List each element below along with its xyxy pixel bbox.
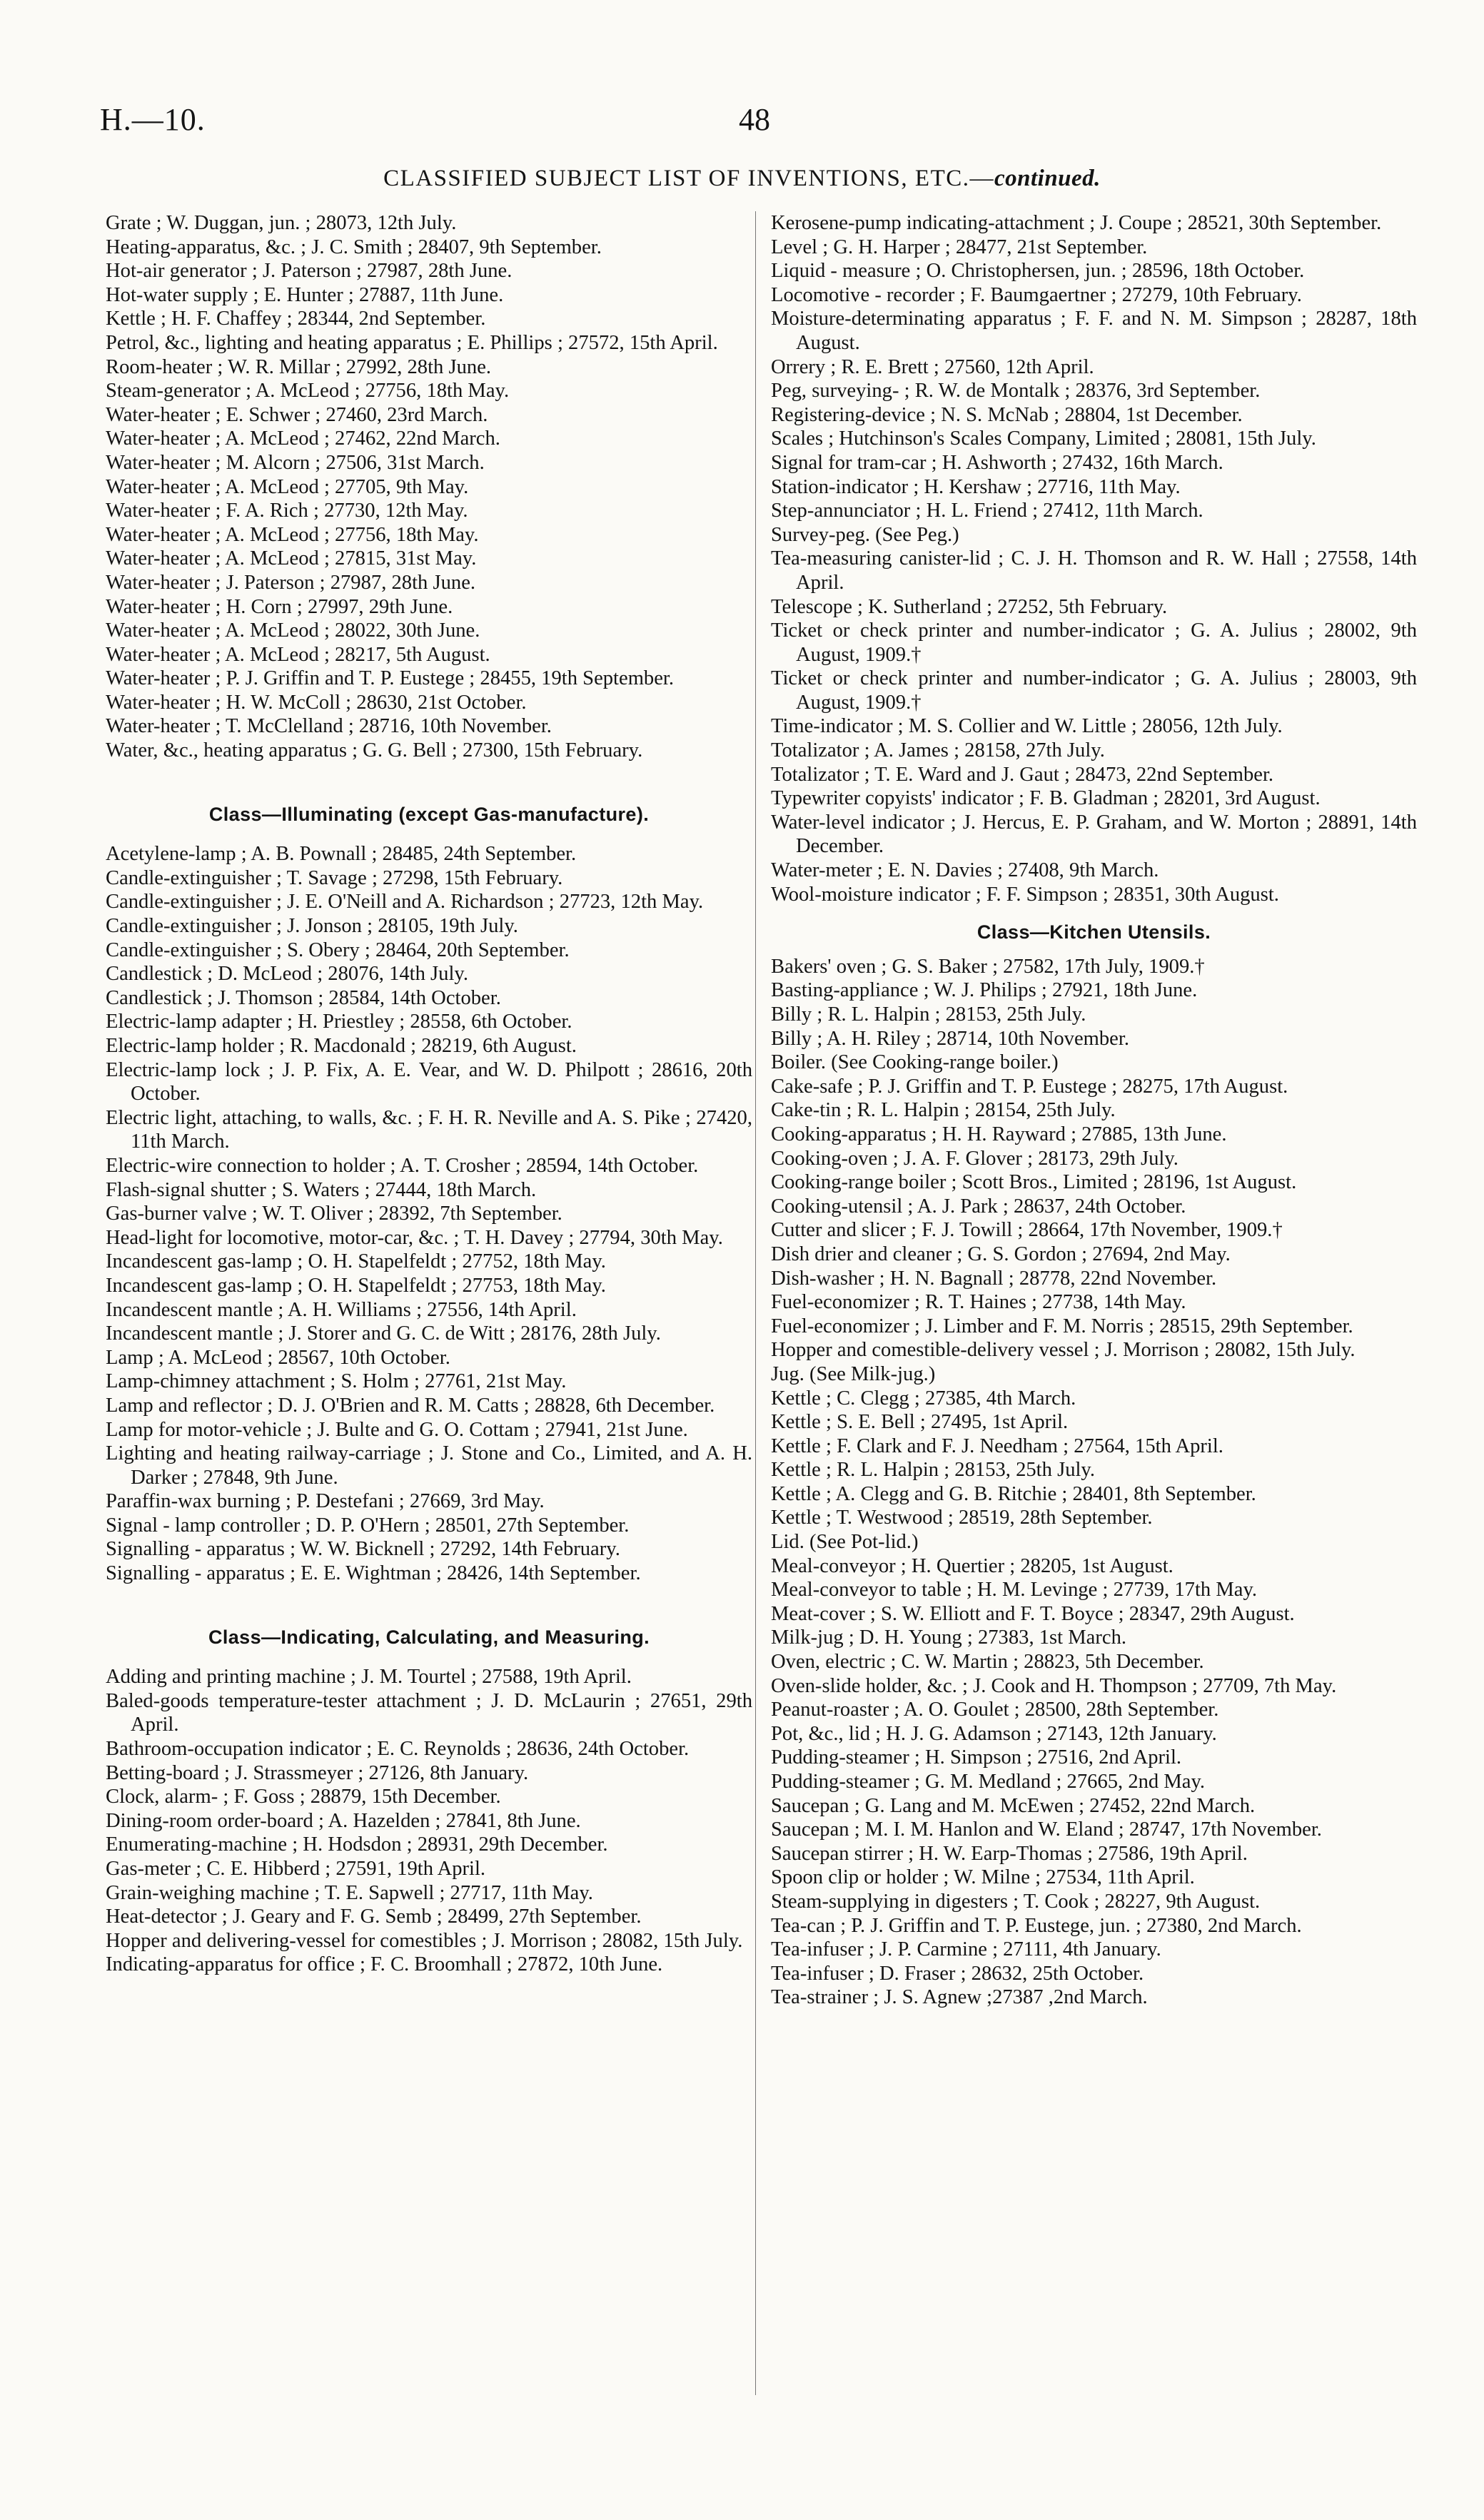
- title-main: CLASSIFIED SUBJECT LIST OF INVENTIONS, ETC.—: [383, 166, 994, 191]
- invention-entry: Tea-infuser ; J. P. Carmine ; 27111, 4th January.: [771, 1938, 1161, 1961]
- title-continued: continued.: [994, 166, 1101, 191]
- invention-entry: Level ; G. H. Harper ; 28477, 21st September.: [771, 236, 1148, 258]
- invention-entry: Hot-air generator ; J. Paterson ; 27987, 28th June.: [106, 260, 513, 283]
- invention-entry: Hopper and delivering-vessel for comestibles ; J. Morrison ; 28082, 15th July.: [106, 1929, 743, 1952]
- invention-entry: Water-heater ; A. McLeod ; 28022, 30th June.: [106, 619, 480, 642]
- invention-entry: Water-heater ; A. McLeod ; 28217, 5th August.: [106, 643, 490, 666]
- invention-entry: Hot-water supply ; E. Hunter ; 27887, 11th June.: [106, 283, 504, 306]
- invention-entry: Cooking-utensil ; A. J. Park ; 28637, 24th October.: [771, 1195, 1186, 1218]
- invention-entry: Steam-generator ; A. McLeod ; 27756, 18th May.: [106, 380, 510, 403]
- invention-entry: Survey-peg. (See Peg.): [771, 523, 959, 546]
- invention-entry: Tea-can ; P. J. Griffin and T. P. Eustege, jun. ; 27380, 2nd March.: [771, 1914, 1302, 1937]
- invention-entry: Signal - lamp controller ; D. P. O'Hern ; 28501, 27th September.: [106, 1514, 630, 1537]
- invention-entry: Electric-lamp holder ; R. Macdonald ; 28219, 6th August.: [106, 1035, 577, 1057]
- invention-entry: Cutter and slicer ; F. J. Towill ; 28664, 17th November, 1909.†: [771, 1219, 1283, 1242]
- class-heading: Class—Illuminating (except Gas-manufacture).: [208, 803, 650, 825]
- invention-entry: Liquid - measure ; O. Christophersen, jun. ; 28596, 18th October.: [771, 260, 1305, 283]
- invention-entry: Pudding-steamer ; G. M. Medland ; 27665, 2nd May.: [771, 1771, 1206, 1793]
- invention-entry: Ticket or check printer and number-indicator ; G. A. Julius ; 28002, 9th August, 1909.†: [771, 619, 1417, 666]
- invention-entry: Kettle ; H. F. Chaffey ; 28344, 2nd September.: [106, 308, 486, 330]
- invention-entry: Signalling - apparatus ; W. W. Bicknell ; 27292, 14th February.: [106, 1538, 620, 1561]
- invention-entry: Room-heater ; W. R. Millar ; 27992, 28th June.: [106, 355, 492, 378]
- invention-entry: Heat-detector ; J. Geary and F. G. Semb ; 28499, 27th September.: [106, 1906, 642, 1928]
- invention-entry: Baled-goods temperature-tester attachment ; J. D. McLaurin ; 27651, 29th April.: [106, 1689, 752, 1736]
- invention-entry: Lamp-chimney attachment ; S. Holm ; 27761, 21st May.: [106, 1370, 567, 1393]
- invention-entry: Cooking-range boiler ; Scott Bros., Limited ; 28196, 1st August.: [771, 1171, 1297, 1194]
- invention-entry: Cooking-oven ; J. A. F. Glover ; 28173, 29th July.: [771, 1147, 1178, 1170]
- invention-entry: Water-heater ; M. Alcorn ; 27506, 31st March.: [106, 451, 485, 474]
- invention-entry: Kerosene-pump indicating-attachment ; J. Coupe ; 28521, 30th September.: [771, 212, 1382, 234]
- invention-entry: Kettle ; R. L. Halpin ; 28153, 25th July.: [771, 1459, 1096, 1482]
- invention-entry: Bakers' oven ; G. S. Baker ; 27582, 17th July, 1909.†: [771, 955, 1205, 978]
- invention-entry: Ticket or check printer and number-indicator ; G. A. Julius ; 28003, 9th August, 1909.†: [771, 667, 1417, 714]
- invention-entry: Clock, alarm- ; F. Goss ; 28879, 15th December.: [106, 1786, 501, 1808]
- invention-entry: Electric-wire connection to holder ; A. T. Crosher ; 28594, 14th October.: [106, 1154, 699, 1177]
- invention-entry: Gas-burner valve ; W. T. Oliver ; 28392, 7th September.: [106, 1203, 562, 1225]
- invention-entry: Boiler. (See Cooking-range boiler.): [771, 1051, 1059, 1074]
- invention-entry: Signal for tram-car ; H. Ashworth ; 27432, 16th March.: [771, 451, 1223, 474]
- invention-entry: Scales ; Hutchinson's Scales Company, Limited ; 28081, 15th July.: [771, 427, 1316, 450]
- invention-entry: Water-heater ; J. Paterson ; 27987, 28th June.: [106, 571, 476, 594]
- invention-entry: Grain-weighing machine ; T. E. Sapwell ; 27717, 11th May.: [106, 1881, 593, 1904]
- invention-entry: Lamp for motor-vehicle ; J. Bulte and G. O. Cottam ; 27941, 21st June.: [106, 1418, 688, 1441]
- invention-entry: Candle-extinguisher ; J. E. O'Neill and A. Richardson ; 27723, 12th May.: [106, 891, 704, 914]
- invention-entry: Pot, &c., lid ; H. J. G. Adamson ; 27143, 12th January.: [771, 1722, 1217, 1745]
- class-heading: Class—Kitchen Utensils.: [976, 921, 1211, 943]
- class-heading: Class—Indicating, Calculating, and Measuring.: [208, 1626, 650, 1648]
- invention-entry: Lid. (See Pot-lid.): [771, 1531, 919, 1554]
- invention-entry: Indicating-apparatus for office ; F. C. Broomhall ; 27872, 10th June.: [106, 1953, 663, 1976]
- invention-entry: Tea-infuser ; D. Fraser ; 28632, 25th October.: [771, 1962, 1144, 1985]
- invention-entry: Kettle ; C. Clegg ; 27385, 4th March.: [771, 1387, 1076, 1410]
- invention-entry: Incandescent gas-lamp ; O. H. Stapelfeldt ; 27753, 18th May.: [106, 1274, 606, 1297]
- invention-entry: Billy ; A. H. Riley ; 28714, 10th November.: [771, 1027, 1129, 1050]
- invention-entry: Candle-extinguisher ; S. Obery ; 28464, 20th September.: [106, 938, 570, 961]
- invention-entry: Telescope ; K. Sutherland ; 27252, 5th February.: [771, 595, 1168, 618]
- invention-entry: Head-light for locomotive, motor-car, &c. ; T. H. Davey ; 27794, 30th May.: [106, 1226, 723, 1249]
- invention-entry: Water-heater ; A. McLeod ; 27756, 18th May.: [106, 523, 479, 546]
- invention-entry: Heating-apparatus, &c. ; J. C. Smith ; 28407, 9th September.: [106, 236, 602, 258]
- invention-entry: Billy ; R. L. Halpin ; 28153, 25th July.: [771, 1003, 1086, 1026]
- invention-entry: Signalling - apparatus ; E. E. Wightman ; 28426, 14th September.: [106, 1562, 641, 1585]
- invention-entry: Water-meter ; E. N. Davies ; 27408, 9th March.: [771, 859, 1159, 882]
- invention-entry: Tea-strainer ; J. S. Agnew ;27387 ,2nd March.: [771, 1986, 1148, 2009]
- page-number: 48: [739, 102, 770, 137]
- invention-entry: Electric-lamp lock ; J. P. Fix, A. E. Vear, and W. D. Philpott ; 28616, 20th October.: [106, 1058, 752, 1105]
- invention-entry: Kettle ; A. Clegg and G. B. Ritchie ; 28401, 8th September.: [771, 1482, 1256, 1505]
- invention-entry: Kettle ; T. Westwood ; 28519, 28th September.: [771, 1507, 1153, 1529]
- invention-entry: Typewriter copyists' indicator ; F. B. Gladman ; 28201, 3rd August.: [771, 787, 1321, 810]
- invention-entry: Water-heater ; E. Schwer ; 27460, 23rd March.: [106, 403, 488, 426]
- invention-entry: Incandescent mantle ; A. H. Williams ; 27556, 14th April.: [106, 1298, 577, 1321]
- invention-entry: Adding and printing machine ; J. M. Tourtel ; 27588, 19th April.: [106, 1666, 632, 1689]
- invention-entry: Lamp ; A. McLeod ; 28567, 10th October.: [106, 1346, 450, 1369]
- invention-entry: Saucepan stirrer ; H. W. Earp-Thomas ; 27586, 19th April.: [771, 1842, 1248, 1865]
- invention-entry: Lamp and reflector ; D. J. O'Brien and R. M. Catts ; 28828, 6th December.: [106, 1394, 715, 1417]
- invention-entry: Kettle ; S. E. Bell ; 27495, 1st April.: [771, 1411, 1069, 1434]
- invention-entry: Kettle ; F. Clark and F. J. Needham ; 27564, 15th April.: [771, 1434, 1223, 1457]
- invention-entry: Jug. (See Milk-jug.): [771, 1362, 936, 1385]
- invention-entry: Orrery ; R. E. Brett ; 27560, 12th April.: [771, 355, 1094, 378]
- invention-entry: Basting-appliance ; W. J. Philips ; 27921, 18th June.: [771, 979, 1198, 1002]
- invention-entry: Petrol, &c., lighting and heating apparatus ; E. Phillips ; 27572, 15th April.: [106, 331, 718, 354]
- invention-entry: Peanut-roaster ; A. O. Goulet ; 28500, 28th September.: [771, 1699, 1219, 1721]
- invention-entry: Oven-slide holder, &c. ; J. Cook and H. Thompson ; 27709, 7th May.: [771, 1674, 1337, 1697]
- invention-entry: Water-heater ; A. McLeod ; 27705, 9th May.: [106, 475, 469, 498]
- invention-entry: Electric light, attaching, to walls, &c. ; F. H. R. Neville and A. S. Pike ; 27420, 11th March.: [106, 1106, 752, 1153]
- invention-entry: Candle-extinguisher ; T. Savage ; 27298, 15th February.: [106, 866, 563, 889]
- right-column: [771, 211, 1417, 2010]
- invention-entry: Water-heater ; T. McClelland ; 28716, 10th November.: [106, 715, 552, 738]
- invention-entry: Spoon clip or holder ; W. Milne ; 27534, 11th April.: [771, 1866, 1195, 1889]
- invention-entry: Water-heater ; F. A. Rich ; 27730, 12th May.: [106, 500, 468, 522]
- invention-entry: Bathroom-occupation indicator ; E. C. Reynolds ; 28636, 24th October.: [106, 1738, 690, 1761]
- invention-entry: Enumerating-machine ; H. Hodsdon ; 28931, 29th December.: [106, 1833, 608, 1856]
- invention-entry: Water-heater ; P. J. Griffin and T. P. Eustege ; 28455, 19th September.: [106, 667, 675, 690]
- invention-entry: Acetylene-lamp ; A. B. Pownall ; 28485, 24th September.: [106, 843, 577, 866]
- invention-entry: Water-heater ; H. Corn ; 27997, 29th June.: [106, 595, 453, 618]
- invention-entry: Steam-supplying in digesters ; T. Cook ; 28227, 9th August.: [771, 1890, 1261, 1913]
- page-title: [0, 166, 1484, 192]
- invention-entry: Cooking-apparatus ; H. H. Rayward ; 27885, 13th June.: [771, 1123, 1227, 1145]
- invention-entry: Tea-measuring canister-lid ; C. J. H. Thomson and R. W. Hall ; 27558, 14th April.: [771, 547, 1417, 594]
- invention-entry: Moisture-determinating apparatus ; F. F. and N. M. Simpson ; 28287, 18th August.: [771, 308, 1417, 354]
- invention-entry: Water-level indicator ; J. Hercus, E. P. Graham, and W. Morton ; 28891, 14th December.: [771, 811, 1417, 858]
- invention-entry: Lighting and heating railway-carriage ; J. Stone and Co., Limited, and A. H. Darker ; 27848, 9th June.: [106, 1442, 752, 1489]
- invention-entry: Station-indicator ; H. Kershaw ; 27716, 11th May.: [771, 475, 1181, 498]
- invention-entry: Candle-extinguisher ; J. Jonson ; 28105, 19th July.: [106, 915, 518, 938]
- invention-entry: Water-heater ; A. McLeod ; 27462, 22nd March.: [106, 427, 500, 450]
- invention-entry: Wool-moisture indicator ; F. F. Simpson ; 28351, 30th August.: [771, 883, 1279, 906]
- invention-entry: Dining-room order-board ; A. Hazelden ; 27841, 8th June.: [106, 1809, 581, 1832]
- invention-entry: Pudding-steamer ; H. Simpson ; 27516, 2nd April.: [771, 1746, 1182, 1769]
- invention-entry: Paraffin-wax burning ; P. Destefani ; 27669, 3rd May.: [106, 1490, 545, 1513]
- invention-entry: Candlestick ; D. McLeod ; 28076, 14th July.: [106, 963, 469, 986]
- invention-entry: Cake-safe ; P. J. Griffin and T. P. Eustege ; 28275, 17th August.: [771, 1075, 1288, 1098]
- invention-entry: Totalizator ; T. E. Ward and J. Gaut ; 28473, 22nd September.: [771, 763, 1274, 786]
- invention-entry: Water, &c., heating apparatus ; G. G. Bell ; 27300, 15th February.: [106, 739, 643, 762]
- invention-entry: Dish drier and cleaner ; G. S. Gordon ; 27694, 2nd May.: [771, 1243, 1231, 1265]
- document-reference: H.—10.: [100, 102, 206, 137]
- invention-entry: Meat-cover ; S. W. Elliott and F. T. Boyce ; 28347, 29th August.: [771, 1602, 1295, 1625]
- column-divider: [755, 211, 756, 2395]
- invention-entry: Oven, electric ; C. W. Martin ; 28823, 5th December.: [771, 1651, 1204, 1674]
- invention-entry: Grate ; W. Duggan, jun. ; 28073, 12th July.: [106, 212, 457, 234]
- invention-entry: Flash-signal shutter ; S. Waters ; 27444, 18th March.: [106, 1178, 537, 1201]
- invention-entry: Saucepan ; G. Lang and M. McEwen ; 27452, 22nd March.: [771, 1794, 1256, 1817]
- invention-entry: Registering-device ; N. S. McNab ; 28804, 1st December.: [771, 403, 1243, 426]
- invention-entry: Fuel-economizer ; J. Limber and F. M. Norris ; 28515, 29th September.: [771, 1315, 1353, 1337]
- invention-entry: Incandescent mantle ; J. Storer and G. C. de Witt ; 28176, 28th July.: [106, 1322, 661, 1345]
- invention-entry: Water-heater ; H. W. McColl ; 28630, 21st October.: [106, 691, 527, 714]
- invention-entry: Milk-jug ; D. H. Young ; 27383, 1st March.: [771, 1626, 1127, 1649]
- invention-entry: Meal-conveyor to table ; H. M. Levinge ; 27739, 17th May.: [771, 1579, 1258, 1601]
- invention-entry: Water-heater ; A. McLeod ; 27815, 31st May.: [106, 547, 477, 570]
- invention-entry: Locomotive - recorder ; F. Baumgaertner ; 27279, 10th February.: [771, 283, 1302, 306]
- invention-entry: Peg, surveying- ; R. W. de Montalk ; 28376, 3rd September.: [771, 380, 1261, 403]
- invention-entry: Meal-conveyor ; H. Quertier ; 28205, 1st August.: [771, 1554, 1173, 1577]
- invention-entry: Betting-board ; J. Strassmeyer ; 27126, 8th January.: [106, 1761, 529, 1784]
- invention-entry: Step-annunciator ; H. L. Friend ; 27412, 11th March.: [771, 500, 1203, 522]
- invention-entry: Time-indicator ; M. S. Collier and W. Little ; 28056, 12th July.: [771, 715, 1283, 738]
- invention-entry: Electric-lamp adapter ; H. Priestley ; 28558, 6th October.: [106, 1011, 572, 1033]
- invention-entry: Dish-washer ; H. N. Bagnall ; 28778, 22nd November.: [771, 1267, 1217, 1290]
- invention-entry: Saucepan ; M. I. M. Hanlon and W. Eland ; 28747, 17th November.: [771, 1818, 1322, 1841]
- invention-entry: Fuel-economizer ; R. T. Haines ; 27738, 14th May.: [771, 1291, 1186, 1314]
- invention-entry: Incandescent gas-lamp ; O. H. Stapelfeldt ; 27752, 18th May.: [106, 1250, 606, 1273]
- left-column: [106, 211, 752, 1977]
- invention-entry: Gas-meter ; C. E. Hibberd ; 27591, 19th April.: [106, 1858, 486, 1880]
- invention-entry: Hopper and comestible-delivery vessel ; J. Morrison ; 28082, 15th July.: [771, 1339, 1356, 1362]
- invention-entry: Totalizator ; A. James ; 28158, 27th July.: [771, 739, 1105, 762]
- invention-entry: Cake-tin ; R. L. Halpin ; 28154, 25th July.: [771, 1099, 1116, 1122]
- invention-entry: Candlestick ; J. Thomson ; 28584, 14th October.: [106, 986, 501, 1009]
